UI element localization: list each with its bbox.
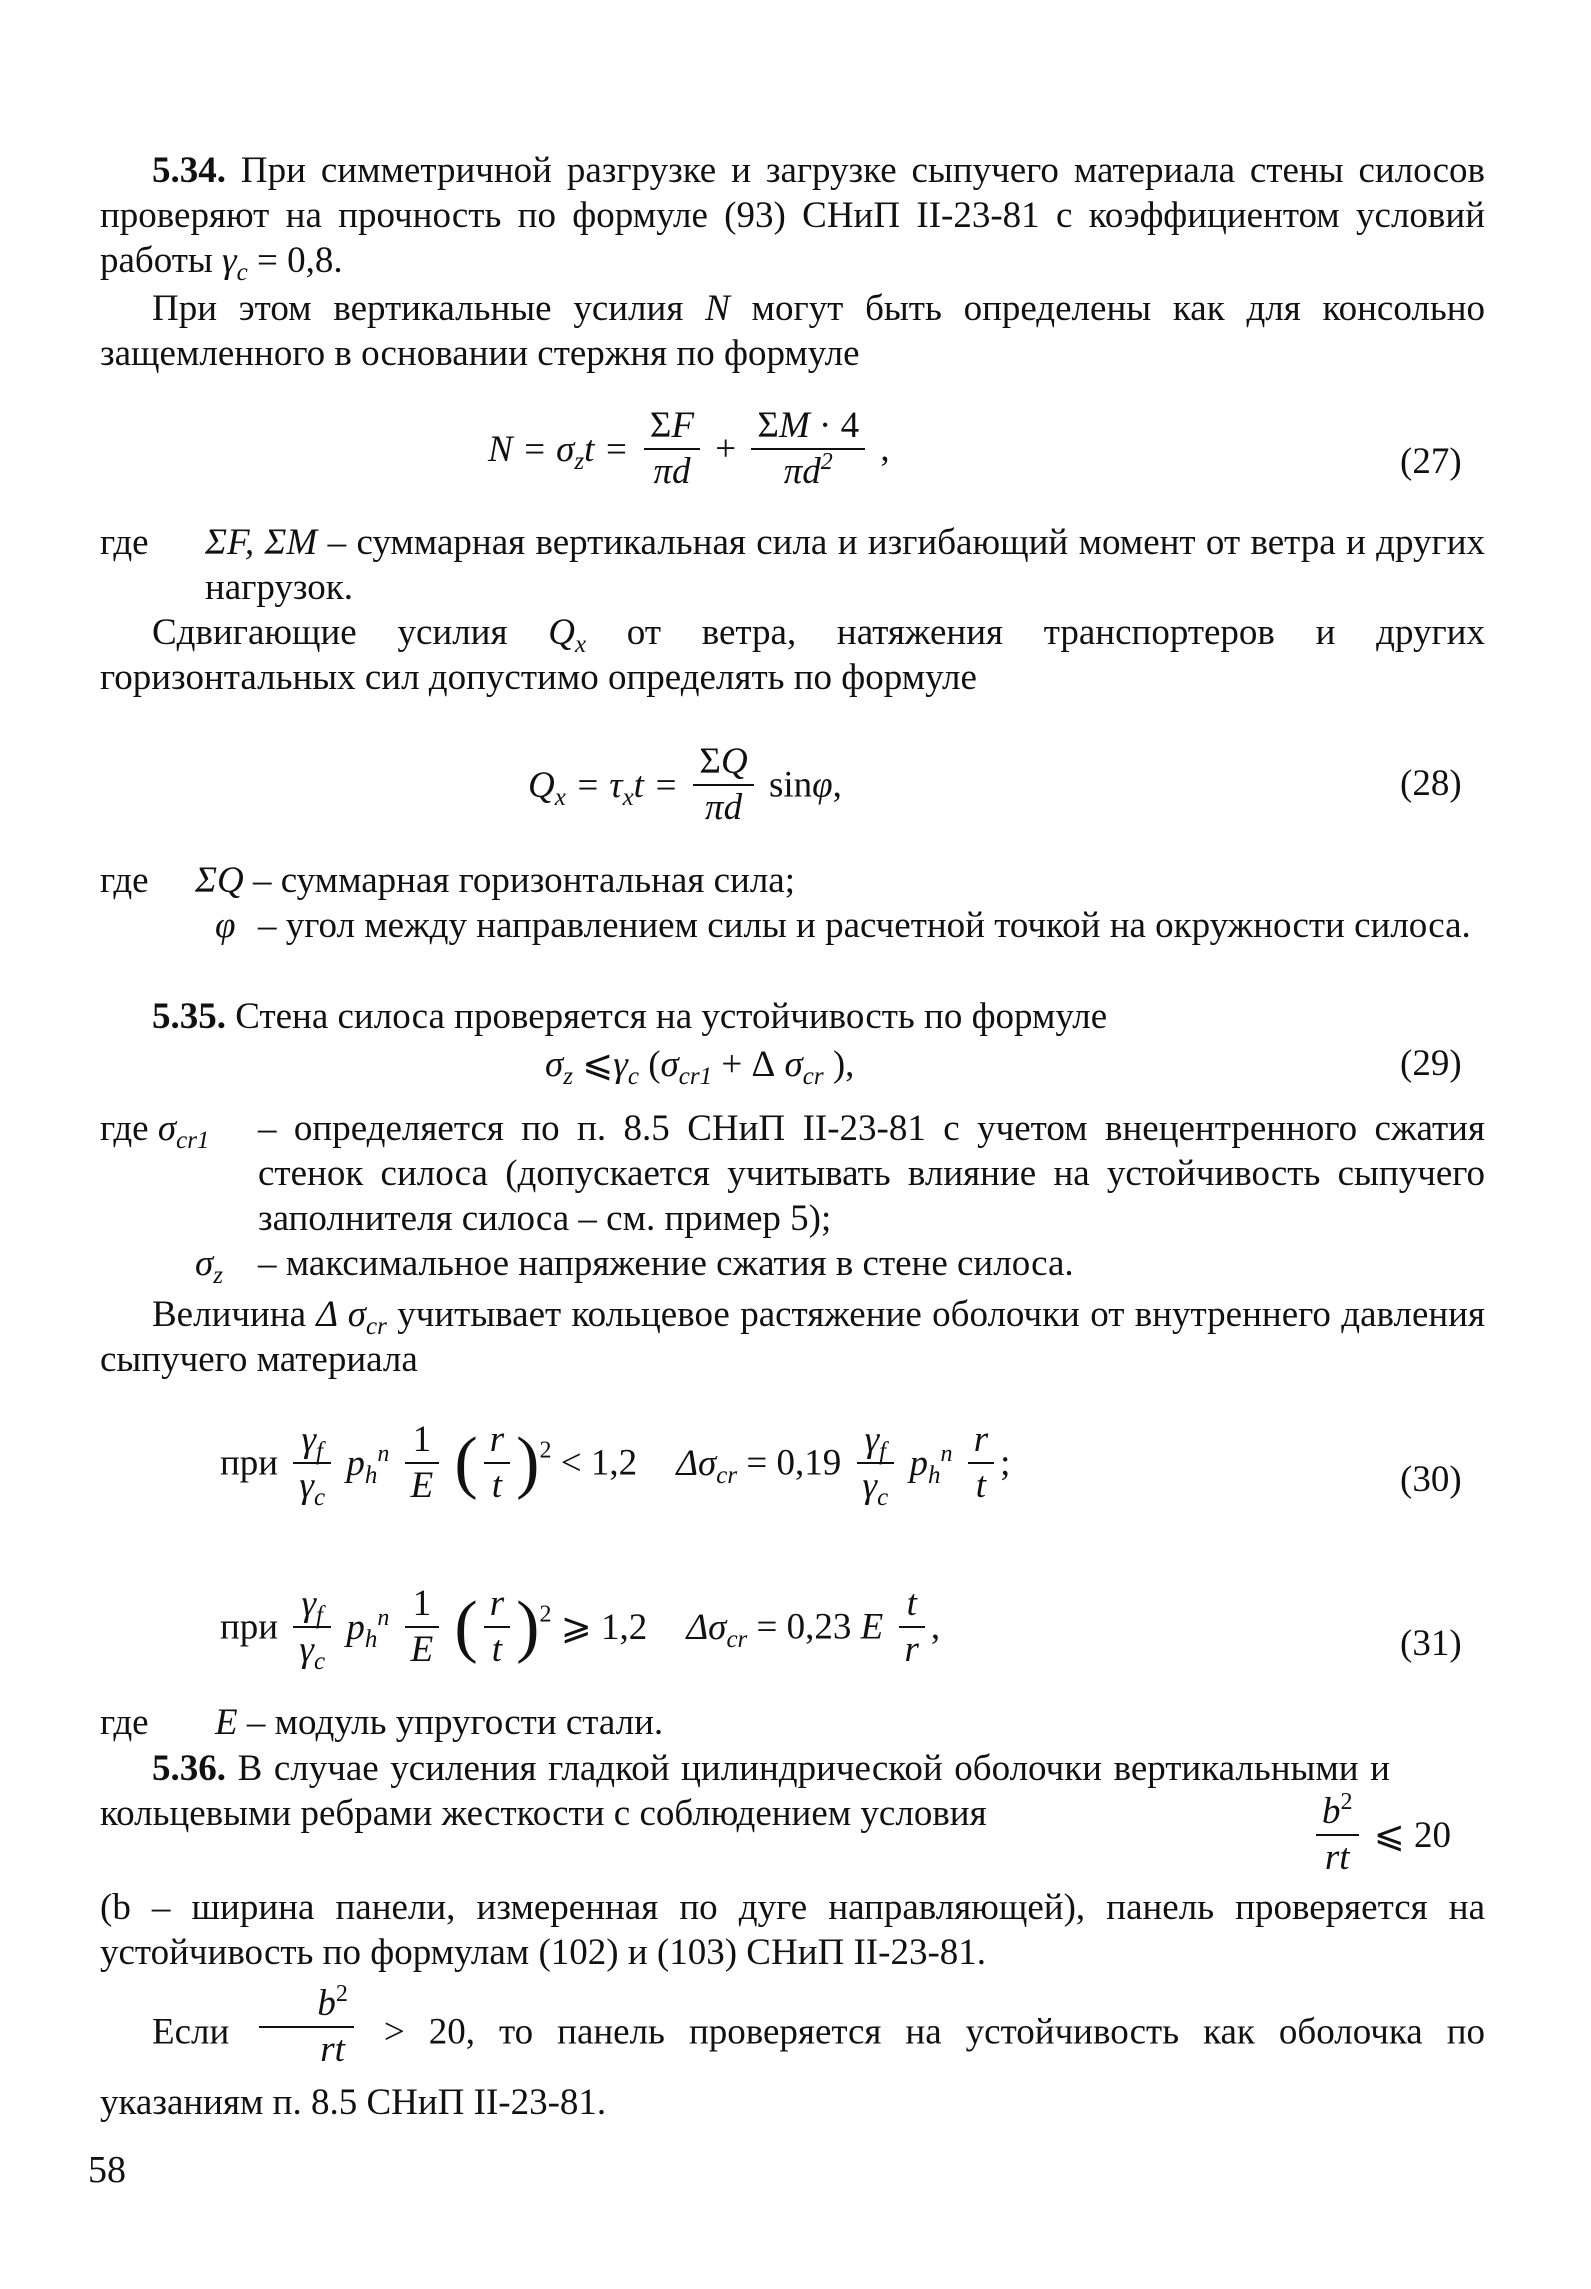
page-number: 58 [88,2149,126,2191]
where-definition-29b: – максимальное напряжение сжатия в стене силоса. [258,1243,1074,1284]
paragraph-vertical-forces: При этом вертикальные усилия N могут быть определены как для консольно защемленного в основании стержня по формуле [100,288,1485,374]
section-number: 5.36. [152,1748,226,1789]
paragraph-delta-sigma: Величина Δ $\sigma_{cr}$ учитывает кольцевое растяжение оболочки от внутреннего давления сыпучего материала [100,1294,1485,1380]
where-label: где [100,860,149,901]
paragraph-text: Сдвигающие усилия [152,612,549,653]
where-label: где [100,522,149,563]
symbol: ΣF, ΣM [205,522,318,563]
paragraph-text: При симметричной разгрузке и загрузке сыпучего материала стены силосов проверяют на прочность по формуле (93) СНиП II-23-81 с коэффициентом условий работы [100,150,1486,281]
equation-number: (31) [1400,1623,1462,1664]
where-symbol-phi: φ [215,905,236,946]
paragraph-text: = 0,8. [257,240,343,281]
paragraph-shear-forces: Сдвигающие усилия $Q_x$ от ветра, натяжения транспортеров и других горизонтальных сил допустимо определять по формуле [100,612,1485,698]
formula-30: при $\frac{\gamma_f}{\gamma_c}$ $p_h^n$ $\frac{1}{E}$ ( $\frac{r}{t}$ )$^2$ < 1,2 $\Delta\sigma_{cr} = 0,19$ $\frac{\gamma_f}{\gamma_c}$ $p_h^n$ $\frac{r}{t}$ ; [220,1419,1011,1511]
where-definition-28a: ΣQ – суммарная горизонтальная сила; [195,860,795,901]
formula-28: $Q_x = \tau_xt$ = $\frac{\Sigma Q}{\pi d}$ sinφ, [528,741,842,828]
where-definition-E: E – модуль упругости стали. [215,1702,664,1743]
section-number: 5.35. [152,996,226,1037]
definition-text: – суммарная горизонтальная сила; [252,860,795,901]
equation-number: (27) [1400,441,1462,482]
paragraph-text: могут быть определены как для консольно защемленного в основании стержня по формуле [100,288,1485,374]
paragraph-panel-width: (b – ширина панели, измеренная по дуге направляющей), панель проверяется на устойчивость по формулам (102) и (103) СНиП II-23-81. [100,1887,1485,1973]
paragraph-text: Величина [152,1294,317,1335]
where-definition-28b: – угол между направлением силы и расчетной точкой на окружности силоса. [258,905,1471,946]
where-text: где [100,1108,149,1149]
paragraph-text: Стена силоса проверяется на устойчивость по формуле [226,996,1108,1037]
where-label: где $\sigma_{cr1}$ [100,1108,210,1154]
paragraph-5-34: 5.34. При симметричной разгрузке и загрузке сыпучего материала стены силосов проверяют на прочность по формуле (93) СНиП II-23-81 с коэффициентом условий работы $\gamma_c = 0,8$. [100,150,1486,286]
paragraph-text: от ветра, натяжения транспортеров и других горизонтальных сил допустимо определять по формуле [100,612,1485,698]
formula-27: $N = \sigma_zt$ = $\frac{\Sigma F}{\pi d}$ + $\frac{\Sigma M \cdot 4}{\pi d^2}$ , [488,405,890,492]
paragraph-text: > 20, то панель проверяется на устойчивость как оболочка по указаниям п. 8.5 СНиП II-23-81. [100,2011,1486,2123]
where-symbol-sigma-z: $\sigma_z$ [195,1243,223,1289]
where-label: где [100,1702,149,1743]
where-definition-27 [205,520,1485,610]
where-definition-29a: – определяется по п. 8.5 СНиП II-23-81 с учетом внецентренного сжатия стенок силоса (допускается учитывать влияние на устойчивость сыпучего заполнителя силоса – см. пример 5); [258,1108,1485,1239]
paragraph-text: При этом вертикальные усилия [152,288,706,329]
formula-29: $\sigma_z$ $⩽\gamma_c$ ($\sigma_{cr1} + \Delta$ $\sigma_{cr}$ ), [545,1044,855,1090]
paragraph-5-35 [100,994,1485,1039]
condition-b2-rt: $\frac{b^2}{rt}$ ⩽ 20 [1310,1790,1451,1880]
formula-31: при $\frac{\gamma_f}{\gamma_c}$ $p_h^n$ $\frac{1}{E}$ ( $\frac{r}{t}$ )$^2$ ⩾ 1,2 $\Delta\sigma_{cr} = 0,23$ E $\frac{t}{r}$ , [220,1583,941,1675]
paragraph-text: учитывает кольцевое растяжение оболочки от внутреннего давления сыпучего материала [100,1294,1485,1380]
definition-text: – суммарная вертикальная сила и изгибающий момент от ветра и других нагрузок. [205,522,1486,608]
equation-number: (28) [1400,763,1462,804]
paragraph-if-condition: Если $\frac{b^2}{rt}$ > 20, то панель проверяется на устойчивость как оболочка по указаниям п. 8.5 СНиП II-23-81. [100,1981,1486,2123]
paragraph-text: В случае усиления гладкой цилиндрической оболочки вертикальными и кольцевыми ребрами жесткости с соблюдением условия [100,1748,1390,1834]
equation-number: (29) [1400,1043,1462,1084]
section-number: 5.34. [152,150,226,191]
paragraph-5-36 [100,1746,1390,1836]
definition-text: – модуль упругости стали. [246,1702,664,1743]
equation-number: (30) [1400,1459,1462,1500]
paragraph-text: Если [152,2011,230,2053]
